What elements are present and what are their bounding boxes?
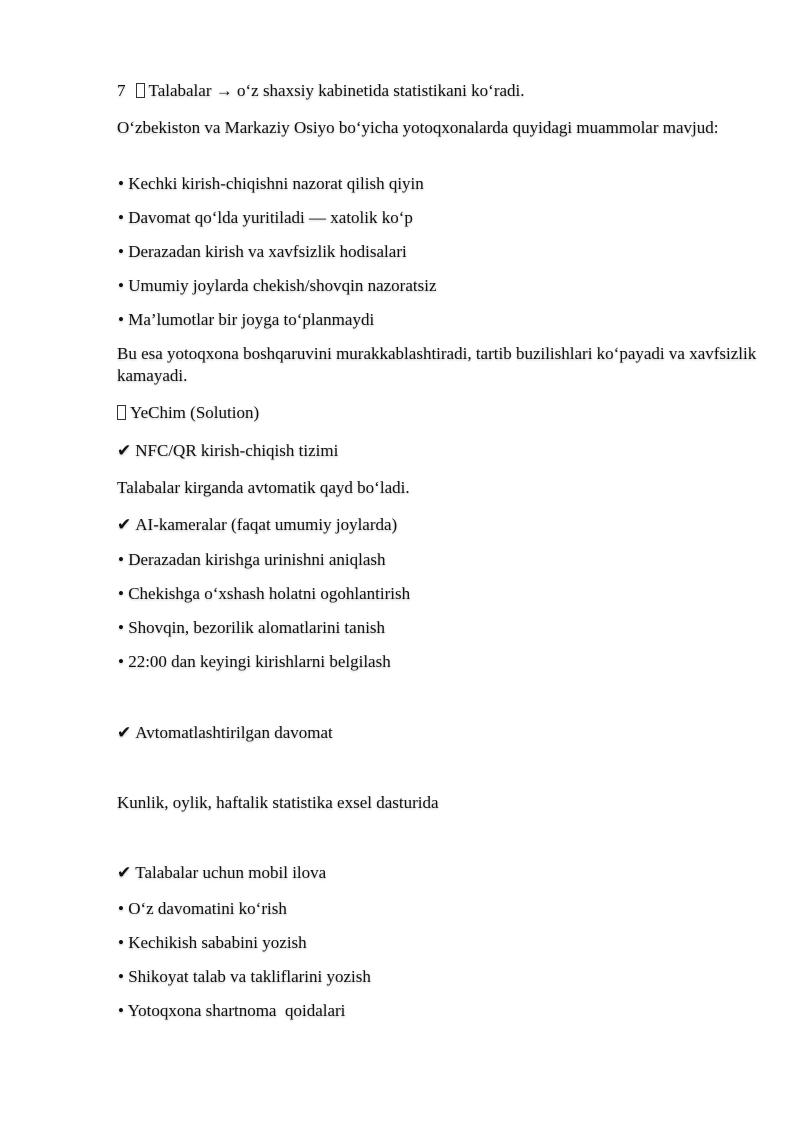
numbered-line-text: Talabalar → o‘z shaxsiy kabinetida statistikani ko‘radi. [148, 81, 525, 100]
mobile-item: • Yotoqxona shartnoma qoidalari [118, 1001, 346, 1020]
nfc-heading [117, 440, 757, 462]
solution-heading [117, 402, 757, 424]
numbered-line [117, 80, 757, 102]
missing-glyph-icon [136, 83, 145, 98]
nfc-description: Talabalar kirganda avtomatik qayd bo‘ladi. [117, 478, 410, 497]
mobile-item: • O‘z davomatini ko‘rish [118, 899, 287, 918]
problem-item: • Kechki kirish-chiqishni nazorat qilish qiyin [118, 174, 424, 193]
line-number: 7 [117, 81, 126, 100]
attendance-heading-text: Avtomatlashtirilgan davomat [135, 723, 333, 742]
check-icon: ✔ [117, 515, 132, 534]
ai-item: • Derazadan kirishga urinishni aniqlash [118, 550, 386, 569]
check-icon: ✔ [117, 723, 132, 742]
attendance-description: Kunlik, oylik, haftalik statistika exsel dasturida [117, 793, 439, 812]
ai-item: • Shovqin, bezorilik alomatlarini tanish [118, 618, 386, 637]
ai-item: • 22:00 dan keyingi kirishlarni belgilash [118, 652, 391, 671]
solution-heading-text: YeChim (Solution) [130, 403, 260, 422]
ai-heading [117, 514, 757, 536]
check-icon: ✔ [117, 863, 132, 882]
nfc-heading-text: NFC/QR kirish-chiqish tizimi [135, 441, 339, 460]
ai-heading-text: AI-kameralar (faqat umumiy joylarda) [135, 515, 398, 534]
mobile-heading-text: Talabalar uchun mobil ilova [135, 863, 327, 882]
missing-glyph-icon [117, 405, 126, 420]
problem-item: • Umumiy joylarda chekish/shovqin nazoratsiz [118, 276, 437, 295]
attendance-heading [117, 722, 757, 744]
mobile-heading [117, 862, 757, 884]
intro-paragraph: O‘zbekiston va Markaziy Osiyo bo‘yicha yotoqxonalarda quyidagi muammolar mavjud: [117, 118, 719, 137]
check-icon: ✔ [117, 441, 132, 460]
mobile-item: • Kechikish sababini yozish [118, 933, 307, 952]
consequence-paragraph: Bu esa yotoqxona boshqaruvini murakkablashtiradi, tartib buzilishlari ko‘payadi va xavfsizlik kamayadi. [117, 344, 757, 385]
problem-item: • Ma’lumotlar bir joyga to‘planmaydi [118, 310, 375, 329]
problem-item: • Davomat qo‘lda yuritiladi — xatolik ko‘p [118, 208, 413, 227]
problem-item: • Derazadan kirish va xavfsizlik hodisalari [118, 242, 407, 261]
mobile-item: • Shikoyat talab va takliflarini yozish [118, 967, 371, 986]
ai-item: • Chekishga o‘xshash holatni ogohlantirish [118, 584, 411, 603]
